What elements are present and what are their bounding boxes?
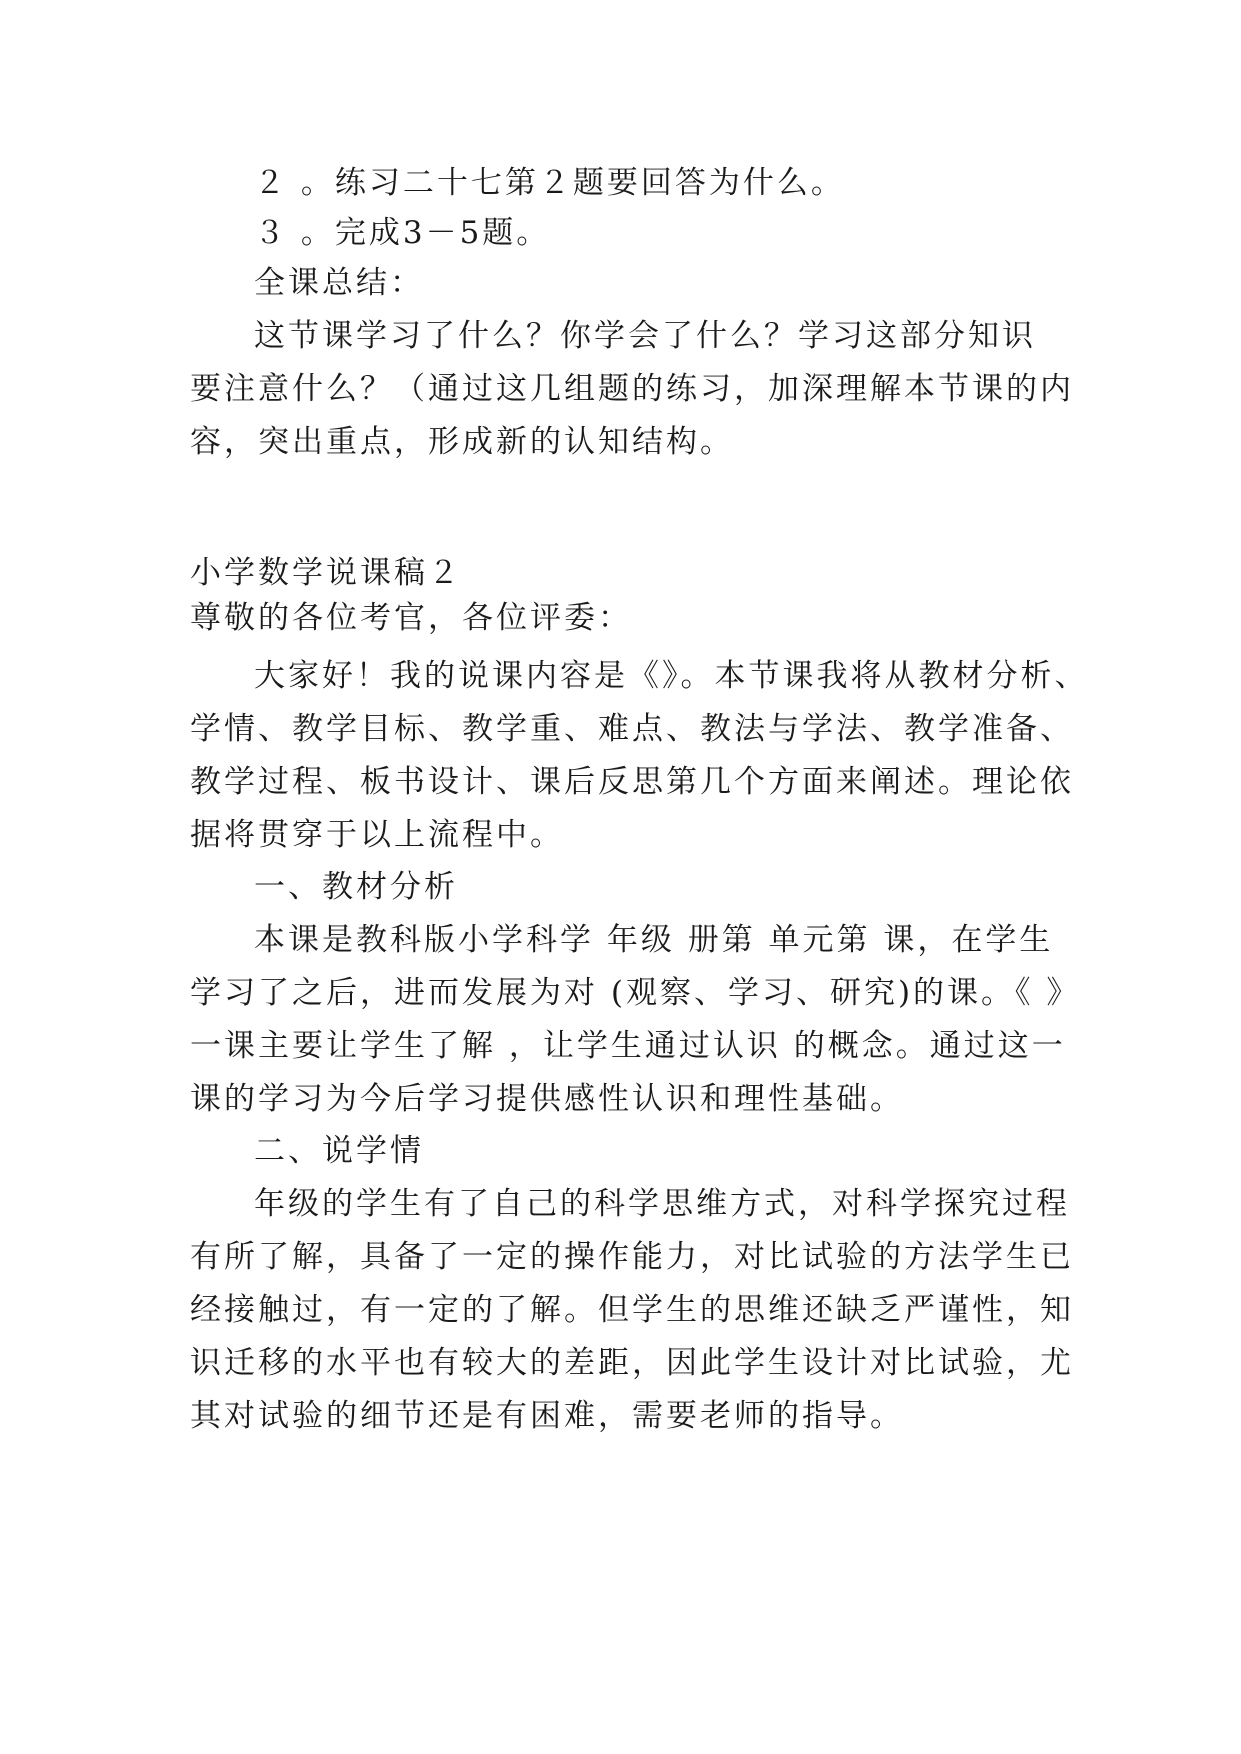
text-line: ２ 。练习二十七第２题要回答为什么。 <box>254 165 845 201</box>
text-line: 一课主要让学生了解 ，让学生通过认识 的概念。通过这一 <box>190 1028 1066 1064</box>
text-line: 经接触过，有一定的了解。但学生的思维还缺乏严谨性，知 <box>190 1292 1074 1328</box>
text-line: 学习了之后，进而发展为对 (观察、学习、研究)的课。《 》 <box>190 975 1081 1011</box>
text-line: 这节课学习了什么？你学会了什么？学习这部分知识 <box>254 318 1036 354</box>
text-line: 年级的学生有了自己的科学思维方式，对科学探究过程 <box>254 1186 1070 1222</box>
text-line: 容，突出重点，形成新的认知结构。 <box>190 424 734 460</box>
salutation: 尊敬的各位考官，各位评委： <box>190 600 632 636</box>
text-line: 本课是教科版小学科学 年级 册第 单元第 课，在学生 <box>254 922 1054 958</box>
text-line: 学情、教学目标、教学重、难点、教法与学法、教学准备、 <box>190 711 1074 747</box>
text-line: 教学过程、板书设计、课后反思第几个方面来阐述。理论依 <box>190 764 1074 800</box>
text-line: ３ 。完成3－5题。 <box>254 215 551 251</box>
text-line: 其对试验的细节还是有困难，需要老师的指导。 <box>190 1398 904 1434</box>
text-line: 课的学习为今后学习提供感性认识和理性基础。 <box>190 1081 904 1117</box>
text-line: 识迁移的水平也有较大的差距，因此学生设计对比试验，尤 <box>190 1345 1074 1381</box>
text-line: 据将贯穿于以上流程中。 <box>190 817 564 853</box>
section-title: 小学数学说课稿２ <box>190 555 462 591</box>
text-line: 要注意什么？（通过这几组题的练习，加深理解本节课的内 <box>190 371 1074 407</box>
text-line: 有所了解，具备了一定的操作能力，对比试验的方法学生已 <box>190 1239 1074 1275</box>
section-heading: 二、说学情 <box>254 1133 424 1169</box>
text-line: 全课总结： <box>254 265 424 301</box>
section-heading: 一、教材分析 <box>254 869 458 905</box>
text-line: 大家好！我的说课内容是《》。本节课我将从教材分析、 <box>254 658 1089 694</box>
